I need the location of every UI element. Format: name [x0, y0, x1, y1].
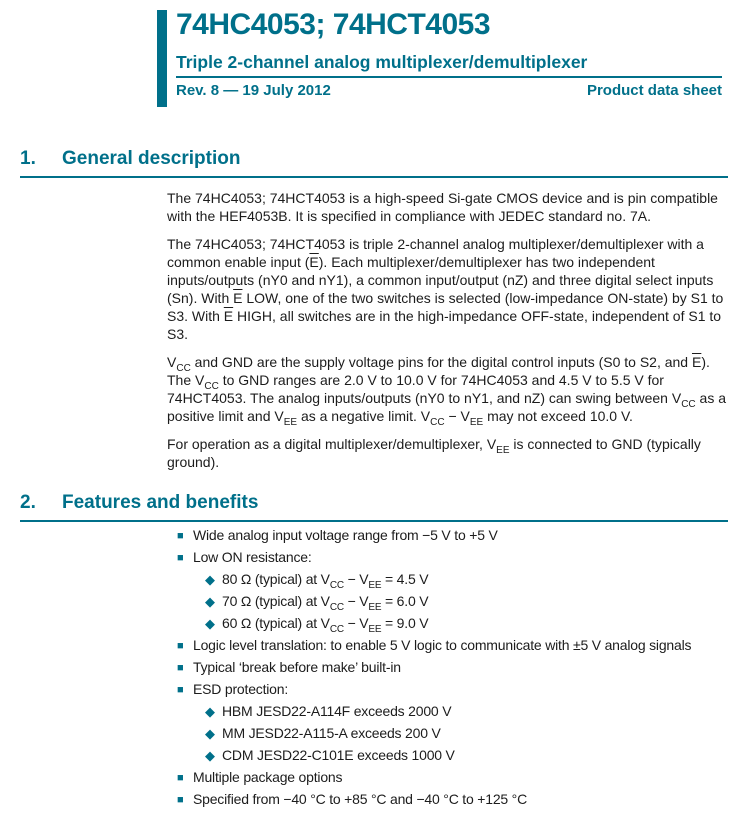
feature-item [167, 528, 748, 543]
header-divider [176, 76, 722, 78]
square-bullet-icon: ■ [177, 530, 184, 542]
document-title: 74HC4053; 74HCT4053 [176, 8, 491, 41]
square-bullet-icon: ■ [177, 772, 184, 784]
section-general-description-heading [20, 148, 728, 178]
revision-row [176, 82, 722, 99]
feature-text: ESD protection: [193, 681, 289, 697]
square-bullet-icon: ■ [177, 662, 184, 674]
square-bullet-icon: ■ [177, 552, 184, 564]
revision-date: Rev. 8 — 19 July 2012 [176, 82, 331, 99]
general-description-body [167, 189, 735, 481]
feature-item [167, 770, 748, 785]
feature-text: CDM JESD22-C101E exceeds 1000 V [222, 747, 455, 763]
feature-text: Low ON resistance: [193, 549, 312, 565]
feature-sub-item [167, 726, 748, 741]
diamond-bullet-icon: ◆ [205, 616, 215, 631]
square-bullet-icon: ■ [177, 640, 184, 652]
paragraph: The 74HC4053; 74HCT4053 is a high-speed Si-gate CMOS device and is pin compatible with the HEF4053B. It is specified in compliance with JEDEC standard no. 7A. [167, 190, 718, 224]
feature-item [167, 638, 748, 653]
feature-text: 70 Ω (typical) at $V_{CC} - V_{EE} = 6.0$ V [222, 593, 429, 613]
title-accent-bar [157, 10, 167, 107]
diamond-bullet-icon: ◆ [205, 748, 215, 763]
document-type-label: Product data sheet [586, 82, 722, 99]
paragraph: $V_{CC}$ and GND are the supply voltage pins for the digital control inputs (S0 to S2, and $\overline{E}$). The $V_{CC}$ to GND ranges are 2.0 V to 10.0 V for 74HC4053 and 4.5 V to 5.5 V for 74HCT4053. The analog inputs/outputs (nY0 to nY1, and nZ) can swing between $V_{CC}$ as a positive limit and $V_{EE}$ as a negative limit. $V_{CC} - V_{EE}$ may not exceed 10.0 V. [167, 354, 726, 428]
section-number: 1. [20, 148, 36, 169]
feature-text: Typical ‘break before make’ built-in [193, 659, 401, 675]
feature-text: Multiple package options [193, 769, 343, 785]
section-title: General description [62, 148, 241, 169]
feature-text: HBM JESD22-A114F exceeds 2000 V [222, 703, 452, 719]
feature-sub-item [167, 748, 748, 763]
feature-text: Logic level translation: to enable 5 V logic to communicate with ±5 V analog signals [193, 637, 692, 653]
feature-sub-item [167, 571, 748, 591]
square-bullet-icon: ■ [177, 794, 184, 806]
feature-item [167, 660, 748, 675]
document-header [176, 8, 722, 99]
section-features-benefits-heading [20, 492, 728, 522]
feature-sub-item [167, 704, 748, 719]
section-divider [20, 176, 728, 178]
section-title: Features and benefits [62, 492, 259, 513]
diamond-bullet-icon: ◆ [205, 594, 215, 609]
feature-text: Wide analog input voltage range from −5 V to +5 V [193, 527, 498, 543]
feature-text: Specified from −40 °C to +85 °C and −40 °C to +125 °C [193, 791, 527, 807]
square-bullet-icon: ■ [177, 684, 184, 696]
document-subtitle: Triple 2-channel analog multiplexer/demultiplexer [176, 52, 588, 72]
paragraph: For operation as a digital multiplexer/demultiplexer, $V_{EE}$ is connected to GND (typically ground). [167, 436, 701, 470]
feature-text: 60 Ω (typical) at $V_{CC} - V_{EE} = 9.0$ V [222, 615, 429, 635]
diamond-bullet-icon: ◆ [205, 572, 215, 587]
feature-item [167, 550, 748, 565]
diamond-bullet-icon: ◆ [205, 726, 215, 741]
feature-item [167, 682, 748, 697]
feature-item [167, 792, 748, 807]
section-number: 2. [20, 492, 36, 513]
paragraph: The 74HC4053; 74HCT4053 is triple 2-channel analog multiplexer/demultiplexer with a common enable input $(\overline{E})$. Each multiplexer/demultiplexer has two independent inputs/outputs (nY0 and nY1), a common input/output (nZ) and three digital select inputs (Sn). With $\overline{E}$ LOW, one of the two switches is selected (low-impedance ON-state) by S1 to S3. With $\overline{E}$ HIGH, all switches are in the high-impedance OFF-state, independent of S1 to S3. [167, 236, 724, 342]
features-list [167, 528, 748, 814]
feature-text: MM JESD22-A115-A exceeds 200 V [222, 725, 441, 741]
section-divider [20, 520, 728, 522]
feature-text: 80 Ω (typical) at $V_{CC} - V_{EE} = 4.5$ V [222, 571, 429, 591]
feature-sub-item [167, 593, 748, 613]
feature-sub-item [167, 615, 748, 635]
diamond-bullet-icon: ◆ [205, 704, 215, 719]
